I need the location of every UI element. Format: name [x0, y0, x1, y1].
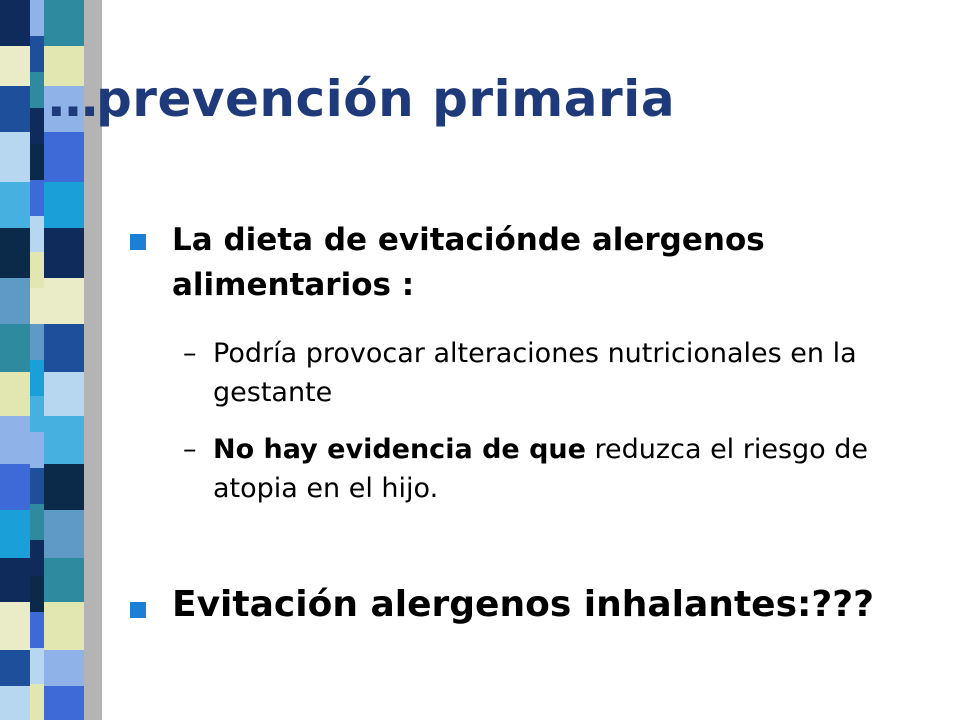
stripe-tile — [30, 324, 44, 360]
stripe-tile — [44, 464, 84, 510]
bullet-inhalants — [130, 582, 910, 627]
subitem-evidence-rest: reduzca el riesgo de atopia en el hijo. — [213, 434, 869, 504]
stripe-tile — [0, 86, 30, 132]
stripe-tile — [30, 684, 44, 720]
subitem-evidence-bold: No hay evidencia de que — [213, 434, 586, 465]
square-bullet-icon — [130, 234, 146, 250]
stripe-tile — [30, 0, 44, 36]
stripe-tile — [30, 432, 44, 468]
stripe-tile — [44, 416, 84, 464]
stripe-tile — [30, 648, 44, 684]
stripe-tile — [0, 510, 30, 558]
stripe-tile — [0, 464, 30, 510]
stripe-tile — [0, 324, 30, 372]
stripe-tile — [30, 504, 44, 540]
stripe-tile — [30, 540, 44, 576]
stripe-tile — [30, 468, 44, 504]
stripe-tile — [0, 278, 30, 324]
stripe-tile — [0, 132, 30, 182]
stripe-tile — [44, 510, 84, 558]
stripe-tile — [30, 72, 44, 108]
stripe-tile — [30, 360, 44, 396]
stripe-tile — [0, 182, 30, 228]
bullet-diet-text: La dieta de evitaciónde alergenos alimentarios : — [172, 222, 765, 303]
stripe-tile — [44, 182, 84, 228]
stripe-tile — [44, 228, 84, 278]
stripe-tile — [30, 396, 44, 432]
stripe-tile — [0, 46, 30, 86]
stripe-tile — [44, 0, 84, 46]
subitem-evidence — [183, 430, 903, 508]
dash-marker: – — [183, 338, 197, 369]
stripe-tile — [30, 288, 44, 324]
stripe-tile — [0, 372, 30, 416]
stripe-tile — [0, 602, 30, 650]
stripe-tile — [30, 216, 44, 252]
subitem-nutrition — [183, 334, 903, 412]
stripe-tile — [30, 252, 44, 288]
stripe-tile — [0, 650, 30, 686]
stripe-tile — [30, 180, 44, 216]
title-ellipsis: … — [48, 70, 96, 128]
stripe-tile — [44, 324, 84, 372]
stripe-tile — [30, 612, 44, 648]
stripe-tile — [0, 0, 30, 46]
stripe-tile — [44, 602, 84, 650]
stripe-tile — [0, 558, 30, 602]
stripe-tile — [30, 144, 44, 180]
stripe-tile — [44, 558, 84, 602]
title-text: prevención primaria — [96, 70, 676, 128]
stripe-tile — [30, 576, 44, 612]
subitem-nutrition-text: Podría provocar alteraciones nutricionales en la gestante — [213, 338, 857, 408]
stripe-tile — [44, 650, 84, 686]
bullet-inhalants-text: Evitación alergenos inhalantes:??? — [172, 584, 875, 625]
dash-marker: – — [183, 434, 197, 465]
stripe-tile — [0, 686, 30, 720]
bullet-diet — [130, 218, 910, 308]
stripe-tile — [30, 36, 44, 72]
stripe-tile — [44, 132, 84, 182]
stripe-tile — [44, 686, 84, 720]
stripe-tile — [44, 278, 84, 324]
stripe-tile — [44, 372, 84, 416]
stripe-tile — [30, 108, 44, 144]
stripe-tile — [0, 228, 30, 278]
subitem-evidence-text — [183, 430, 903, 508]
square-bullet-icon — [130, 602, 146, 618]
stripe-tile — [0, 416, 30, 464]
slide-title — [48, 70, 675, 128]
